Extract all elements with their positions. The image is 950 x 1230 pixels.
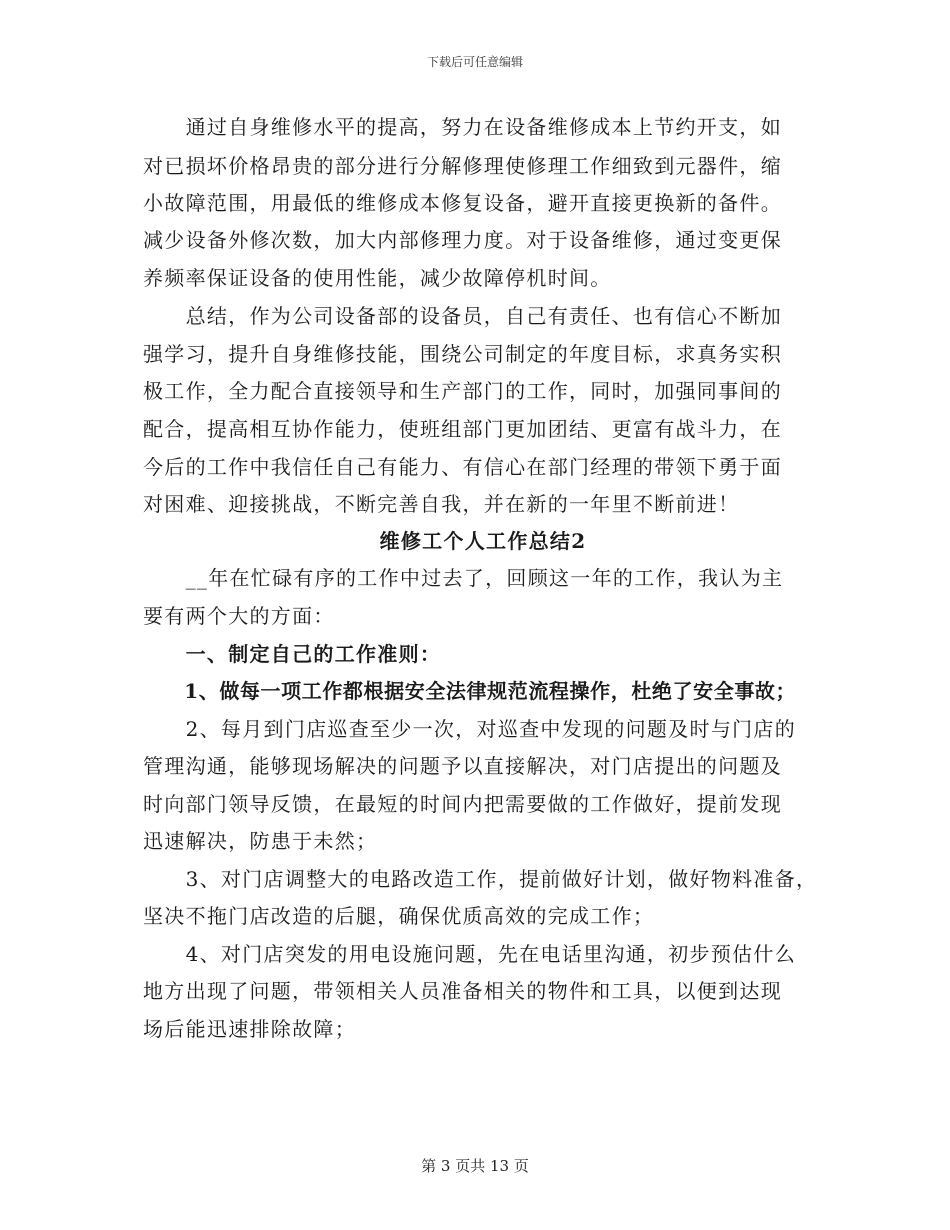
subheading: 1、做每一项工作都根据安全法律规范流程操作，杜绝了安全事故； (143, 679, 797, 703)
subheading: 一、制定自己的工作准则： (143, 642, 442, 666)
paragraph-line: 今后的工作中我信任自己有能力、有信心在部门经理的带领下勇于面 (143, 455, 782, 479)
paragraph-line: 4、对门店突发的用电设施问题，先在电话里沟通，初步预估什么 (143, 942, 797, 966)
paragraph-line: 场后能迅速排除故障； (143, 1017, 356, 1041)
paragraph-line: 迅速解决，防患于未然； (143, 829, 378, 853)
paragraph-line: 总结，作为公司设备部的设备员，自己有责任、也有信心不断加 (143, 304, 782, 328)
page-header: 下载后可任意编辑 (426, 55, 523, 69)
paragraph-line: 极工作，全力配合直接领导和生产部门的工作，同时，加强同事间的 (143, 379, 782, 403)
paragraph-line: 地方出现了问题，带领相关人员准备相关的物件和工具，以便到达现 (143, 979, 782, 1003)
paragraph-line: 时向部门领导反馈，在最短的时间内把需要做的工作做好，提前发现 (143, 792, 782, 816)
paragraph-line: 对困难、迎接挑战，不断完善自我，并在新的一年里不断前进！ (143, 492, 740, 516)
paragraph-line: 减少设备外修次数，加大内部修理力度。对于设备维修，通过变更保 (143, 228, 782, 252)
paragraph-line: __年在忙碌有序的工作中过去了，回顾这一年的工作，我认为主 (143, 566, 784, 590)
paragraph-line: 养频率保证设备的使用性能，减少故障停机时间。 (143, 266, 612, 290)
paragraph-line: 对已损坏价格昂贵的部分进行分解修理使修理工作细致到元器件，缩 (143, 154, 782, 178)
section-title: 维修工个人工作总结2 (379, 529, 587, 553)
paragraph-line: 要有两个大的方面： (143, 604, 335, 628)
paragraph-line: 配合，提高相互协作能力，使班组部门更加团结、更富有战斗力，在 (143, 417, 782, 441)
paragraph-line: 2、每月到门店巡查至少一次，对巡查中发现的问题及时与门店的 (143, 717, 797, 741)
paragraph-line: 3、对门店调整大的电路改造工作，提前做好计划，做好物料准备， (143, 867, 818, 891)
page-footer: 第 3 页共 13 页 (421, 1157, 529, 1175)
paragraph-line: 坚决不拖门店改造的后腿，确保优质高效的完成工作； (143, 904, 655, 928)
paragraph-line: 小故障范围，用最低的维修成本修复设备，避开直接更换新的备件。 (143, 191, 782, 215)
paragraph-line: 强学习，提升自身维修技能，围绕公司制定的年度目标，求真务实积 (143, 342, 782, 366)
paragraph-line: 管理沟通，能够现场解决的问题予以直接解决，对门店提出的问题及 (143, 754, 782, 778)
paragraph-line: 通过自身维修水平的提高，努力在设备维修成本上节约开支，如 (143, 115, 782, 139)
